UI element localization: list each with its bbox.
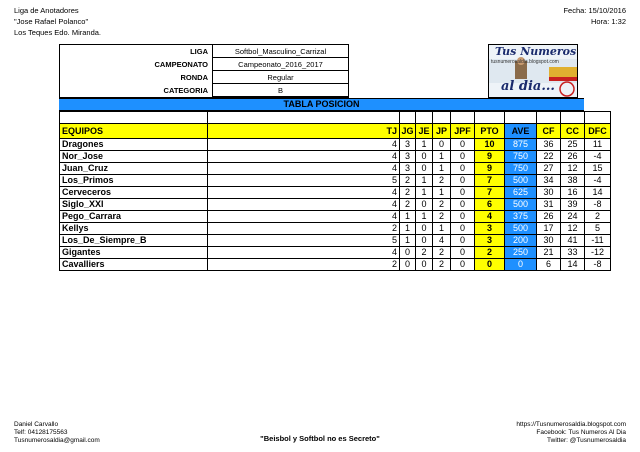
cell-cf: 21 bbox=[537, 247, 561, 259]
cell-je: 2 bbox=[416, 247, 433, 259]
cell-je: 0 bbox=[416, 163, 433, 175]
table-row bbox=[60, 151, 611, 163]
cell-jp: 2 bbox=[433, 175, 451, 187]
standings-body bbox=[60, 139, 611, 271]
cell-team: Cerveceros bbox=[60, 187, 208, 199]
cell-ave: 625 bbox=[505, 187, 537, 199]
cell-jp: 0 bbox=[433, 139, 451, 151]
cell-tj: 4 bbox=[208, 151, 400, 163]
cell-dfc: 14 bbox=[585, 187, 611, 199]
cell-pto: 7 bbox=[475, 175, 505, 187]
cell-tj: 4 bbox=[208, 247, 400, 259]
cell-jpf: 0 bbox=[451, 247, 475, 259]
info-row bbox=[60, 71, 348, 84]
logo-text-bottom: al dia... bbox=[501, 79, 555, 94]
table-row bbox=[60, 175, 611, 187]
cell-jp: 2 bbox=[433, 211, 451, 223]
cell-ave: 375 bbox=[505, 211, 537, 223]
footer-email[interactable]: Tusnumerosaldia@gmail.com bbox=[14, 437, 100, 444]
cell-jpf: 0 bbox=[451, 259, 475, 271]
cell-jg: 3 bbox=[400, 163, 416, 175]
cell-ave: 250 bbox=[505, 247, 537, 259]
cell-jg: 3 bbox=[400, 151, 416, 163]
cell-cc: 12 bbox=[561, 163, 585, 175]
cell-jpf: 0 bbox=[451, 151, 475, 163]
cell-ave: 750 bbox=[505, 163, 537, 175]
cell-cf: 27 bbox=[537, 163, 561, 175]
col-dfc: DFC bbox=[585, 124, 611, 139]
cell-tj: 4 bbox=[208, 163, 400, 175]
spacer-row bbox=[60, 112, 611, 124]
cell-ave: 500 bbox=[505, 175, 537, 187]
cell-jg: 2 bbox=[400, 187, 416, 199]
cell-je: 0 bbox=[416, 223, 433, 235]
table-row bbox=[60, 139, 611, 151]
cell-ave: 875 bbox=[505, 139, 537, 151]
cell-jp: 1 bbox=[433, 187, 451, 199]
cell-dfc: 11 bbox=[585, 139, 611, 151]
info-value: B bbox=[212, 84, 348, 97]
cell-jp: 4 bbox=[433, 235, 451, 247]
cell-team: Los_Primos bbox=[60, 175, 208, 187]
cell-jg: 0 bbox=[400, 259, 416, 271]
col-pto: PTO bbox=[475, 124, 505, 139]
cell-tj: 5 bbox=[208, 235, 400, 247]
cell-tj: 4 bbox=[208, 139, 400, 151]
cell-dfc: -4 bbox=[585, 175, 611, 187]
league-name: Liga de Anotadores bbox=[14, 6, 79, 15]
table-row bbox=[60, 163, 611, 175]
date-label: Fecha: 15/10/2016 bbox=[563, 6, 626, 15]
cell-cc: 39 bbox=[561, 199, 585, 211]
col-je: JE bbox=[416, 124, 433, 139]
header-row bbox=[60, 124, 611, 139]
footer-twitter[interactable]: Twitter: @Tusnumerosaldia bbox=[547, 437, 626, 444]
cell-pto: 9 bbox=[475, 163, 505, 175]
cell-jg: 1 bbox=[400, 211, 416, 223]
col-jp: JP bbox=[433, 124, 451, 139]
cell-jg: 2 bbox=[400, 175, 416, 187]
cell-jp: 2 bbox=[433, 199, 451, 211]
cell-tj: 5 bbox=[208, 175, 400, 187]
footer-blog-link[interactable]: https://Tusnumerosaldia.blogspot.com bbox=[516, 421, 626, 428]
cell-jg: 1 bbox=[400, 223, 416, 235]
footer-facebook[interactable]: Facebook: Tus Numeros Al Dia bbox=[536, 429, 626, 436]
cell-cc: 41 bbox=[561, 235, 585, 247]
cell-tj: 4 bbox=[208, 187, 400, 199]
cell-cc: 16 bbox=[561, 187, 585, 199]
cell-team: Pego_Carrara bbox=[60, 211, 208, 223]
col-tj: TJ bbox=[208, 124, 400, 139]
logo-url: tusnumerosaldia.blogspot.com bbox=[491, 59, 559, 65]
cell-cf: 36 bbox=[537, 139, 561, 151]
table-title-banner bbox=[59, 98, 584, 111]
cell-cc: 24 bbox=[561, 211, 585, 223]
info-value: Campeonato_2016_2017 bbox=[212, 58, 348, 71]
cell-jpf: 0 bbox=[451, 163, 475, 175]
cell-tj: 2 bbox=[208, 259, 400, 271]
cell-team: Kellys bbox=[60, 223, 208, 235]
cell-ave: 0 bbox=[505, 259, 537, 271]
cell-team: Cavalliers bbox=[60, 259, 208, 271]
cell-jp: 1 bbox=[433, 163, 451, 175]
cell-pto: 4 bbox=[475, 211, 505, 223]
cell-pto: 6 bbox=[475, 199, 505, 211]
cell-tj: 2 bbox=[208, 223, 400, 235]
table-row bbox=[60, 187, 611, 199]
logo bbox=[488, 44, 578, 98]
table-row bbox=[60, 223, 611, 235]
cell-jpf: 0 bbox=[451, 223, 475, 235]
cell-cf: 22 bbox=[537, 151, 561, 163]
cell-cc: 26 bbox=[561, 151, 585, 163]
col-jg: JG bbox=[400, 124, 416, 139]
cell-team: Dragones bbox=[60, 139, 208, 151]
cell-jpf: 0 bbox=[451, 139, 475, 151]
cell-pto: 0 bbox=[475, 259, 505, 271]
cell-team: Juan_Cruz bbox=[60, 163, 208, 175]
logo-text-top: Tus Numeros bbox=[495, 45, 577, 58]
league-subtitle: "Jose Rafael Polanco" bbox=[14, 17, 89, 26]
cell-pto: 10 bbox=[475, 139, 505, 151]
cell-pto: 3 bbox=[475, 223, 505, 235]
league-location: Los Teques Edo. Miranda. bbox=[14, 28, 102, 37]
col-jpf: JPF bbox=[451, 124, 475, 139]
date-header bbox=[563, 5, 626, 27]
cell-dfc: 2 bbox=[585, 211, 611, 223]
cell-jp: 2 bbox=[433, 259, 451, 271]
cell-jp: 1 bbox=[433, 223, 451, 235]
info-row bbox=[60, 58, 348, 71]
cell-dfc: -4 bbox=[585, 151, 611, 163]
cell-ave: 500 bbox=[505, 199, 537, 211]
cell-dfc: 15 bbox=[585, 163, 611, 175]
cell-jg: 2 bbox=[400, 199, 416, 211]
cell-ave: 200 bbox=[505, 235, 537, 247]
info-row bbox=[60, 45, 348, 58]
cell-ave: 500 bbox=[505, 223, 537, 235]
cell-team: Nor_Jose bbox=[60, 151, 208, 163]
cell-jpf: 0 bbox=[451, 199, 475, 211]
cell-ave: 750 bbox=[505, 151, 537, 163]
cell-je: 1 bbox=[416, 211, 433, 223]
footer-phone: Telf: 04128175563 bbox=[14, 429, 68, 436]
cell-cf: 30 bbox=[537, 235, 561, 247]
cell-cf: 26 bbox=[537, 211, 561, 223]
col-cc: CC bbox=[561, 124, 585, 139]
col-cf: CF bbox=[537, 124, 561, 139]
cell-jpf: 0 bbox=[451, 235, 475, 247]
league-header bbox=[14, 5, 101, 38]
info-label: CATEGORIA bbox=[163, 86, 208, 95]
cell-jg: 0 bbox=[400, 247, 416, 259]
cell-dfc: -11 bbox=[585, 235, 611, 247]
cell-jg: 1 bbox=[400, 235, 416, 247]
cell-team: Siglo_XXI bbox=[60, 199, 208, 211]
footer-slogan: "Beisbol y Softbol no es Secreto" bbox=[260, 434, 380, 443]
cell-jpf: 0 bbox=[451, 187, 475, 199]
col-ave: AVE bbox=[505, 124, 537, 139]
cell-dfc: -8 bbox=[585, 199, 611, 211]
info-label: LIGA bbox=[190, 47, 208, 56]
cell-je: 1 bbox=[416, 175, 433, 187]
cell-jpf: 0 bbox=[451, 211, 475, 223]
cell-team: Gigantes bbox=[60, 247, 208, 259]
cell-jpf: 0 bbox=[451, 175, 475, 187]
cell-je: 1 bbox=[416, 139, 433, 151]
cell-cf: 17 bbox=[537, 223, 561, 235]
cell-dfc: -12 bbox=[585, 247, 611, 259]
info-value: Softbol_Masculino_Carrizal bbox=[212, 45, 348, 58]
cell-cf: 34 bbox=[537, 175, 561, 187]
cell-jp: 2 bbox=[433, 247, 451, 259]
info-label: RONDA bbox=[180, 73, 208, 82]
cell-cf: 30 bbox=[537, 187, 561, 199]
table-row bbox=[60, 199, 611, 211]
col-equipos: EQUIPOS bbox=[60, 124, 208, 139]
info-value: Regular bbox=[212, 71, 348, 84]
cell-cc: 14 bbox=[561, 259, 585, 271]
cell-je: 1 bbox=[416, 187, 433, 199]
cell-je: 0 bbox=[416, 235, 433, 247]
cell-team: Los_De_Siempre_B bbox=[60, 235, 208, 247]
info-label: CAMPEONATO bbox=[154, 60, 208, 69]
cell-je: 0 bbox=[416, 151, 433, 163]
cell-jg: 3 bbox=[400, 139, 416, 151]
footer-links bbox=[516, 421, 626, 445]
cell-dfc: 5 bbox=[585, 223, 611, 235]
table-row bbox=[60, 235, 611, 247]
info-box bbox=[59, 44, 349, 98]
cell-cc: 12 bbox=[561, 223, 585, 235]
cell-pto: 7 bbox=[475, 187, 505, 199]
info-row bbox=[60, 84, 348, 97]
cell-cc: 33 bbox=[561, 247, 585, 259]
cell-je: 0 bbox=[416, 259, 433, 271]
time-label: Hora: 1:32 bbox=[590, 17, 626, 26]
table-row bbox=[60, 211, 611, 223]
cell-pto: 9 bbox=[475, 151, 505, 163]
table-title: TABLA POSICION bbox=[283, 99, 360, 109]
cell-cc: 38 bbox=[561, 175, 585, 187]
table-row bbox=[60, 259, 611, 271]
cell-jp: 1 bbox=[433, 151, 451, 163]
cell-tj: 4 bbox=[208, 211, 400, 223]
cell-pto: 2 bbox=[475, 247, 505, 259]
cell-je: 0 bbox=[416, 199, 433, 211]
cell-tj: 4 bbox=[208, 199, 400, 211]
cell-cc: 25 bbox=[561, 139, 585, 151]
cell-pto: 3 bbox=[475, 235, 505, 247]
cell-cf: 6 bbox=[537, 259, 561, 271]
cell-cf: 31 bbox=[537, 199, 561, 211]
standings-table bbox=[59, 111, 611, 271]
cell-dfc: -8 bbox=[585, 259, 611, 271]
table-row bbox=[60, 247, 611, 259]
footer-author: Daniel Carvallo bbox=[14, 421, 59, 428]
